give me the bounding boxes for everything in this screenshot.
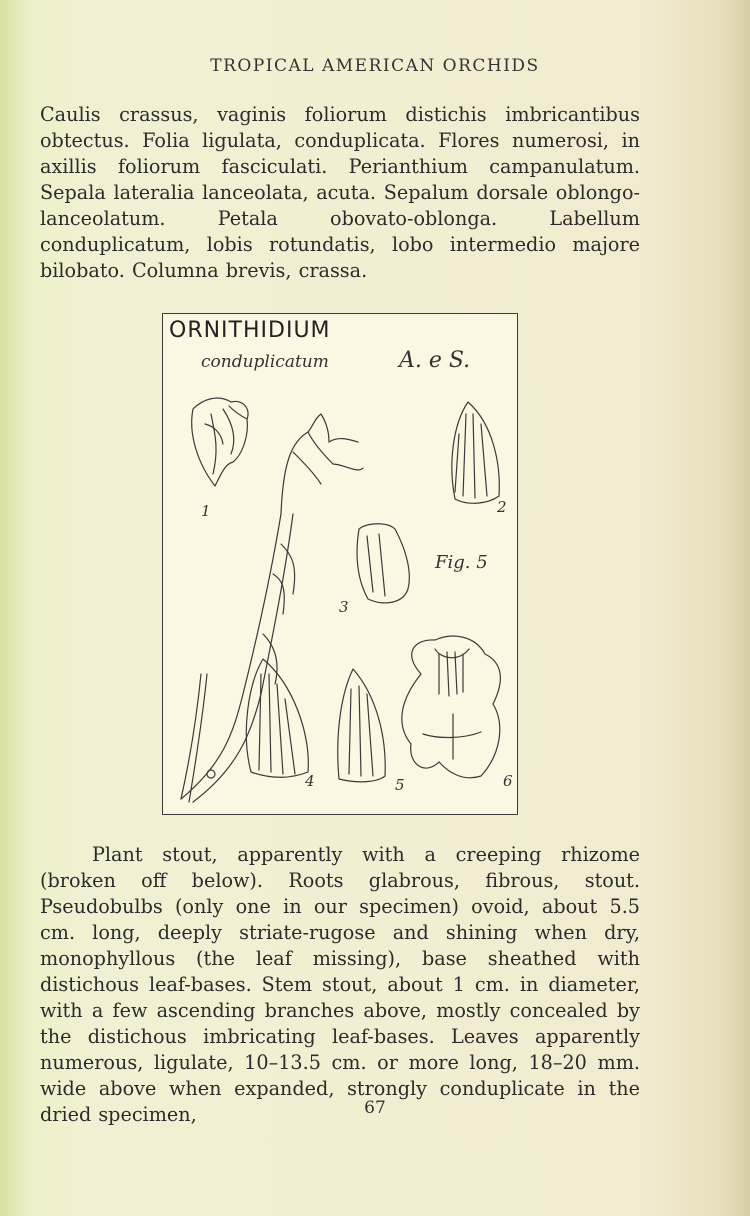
page-number: 67 — [364, 1098, 386, 1118]
botanical-illustration-plate — [162, 313, 518, 815]
figure-label-3: 3 — [339, 598, 349, 616]
figure-title: ORNITHIDIUM — [169, 318, 331, 343]
drawing-lip-fragment — [357, 524, 409, 603]
drawing-sepal-5 — [338, 669, 385, 782]
figure-initials: A. e S. — [399, 348, 471, 373]
drawing-plant-3 — [181, 414, 363, 802]
description-paragraph: Plant stout, apparently with a creeping rhizome (broken off below). Roots glabrous, fibrous, stout. Pseudobulbs (only one in our specimen) ovoid, about 5.5 cm. long, deeply striate-rugose and shining when dry, monophyllous (the leaf missing), base sheathed with distichous leaf-bases. Stem stout, about 1 cm. in diameter, with a few ascending branches above, mostly concealed by the distichous imbricating leaf-bases. Leaves apparently numerous, ligulate, 10–13.5 cm. or more long, 18–20 mm. wide above when expanded, strongly conduplicate in the dried specimen, — [40, 843, 640, 1126]
drawing-petal-4 — [246, 659, 308, 777]
figure-note: Fig. 5 — [435, 552, 488, 573]
figure-label-1: 1 — [201, 502, 211, 520]
figure-label-5: 5 — [395, 776, 405, 794]
figure-label-4: 4 — [305, 772, 315, 790]
drawing-labellum-6 — [402, 636, 501, 778]
drawing-flower-1 — [192, 398, 248, 486]
figure-label-6: 6 — [503, 772, 513, 790]
running-head: TROPICAL AMERICAN ORCHIDS — [210, 56, 540, 76]
drawing-sepal-2 — [452, 402, 499, 503]
figure-subtitle: conduplicatum — [201, 352, 329, 372]
latin-diagnosis-paragraph: Caulis crassus, vaginis foliorum distichis imbricantibus obtectus. Folia ligulata, conduplicata. Flores numerosi, in axillis foliorum fasciculati. Perianthium campanulatum. Sepala lateralia lanceolata, acuta. Sepalum dorsale oblongo-lanceolatum. Petala obovato-oblonga. Labellum conduplicatum, lobis rotundatis, lobo intermedio majore bilobato. Columna brevis, crassa. — [40, 103, 640, 282]
figure-label-2: 2 — [497, 498, 507, 516]
